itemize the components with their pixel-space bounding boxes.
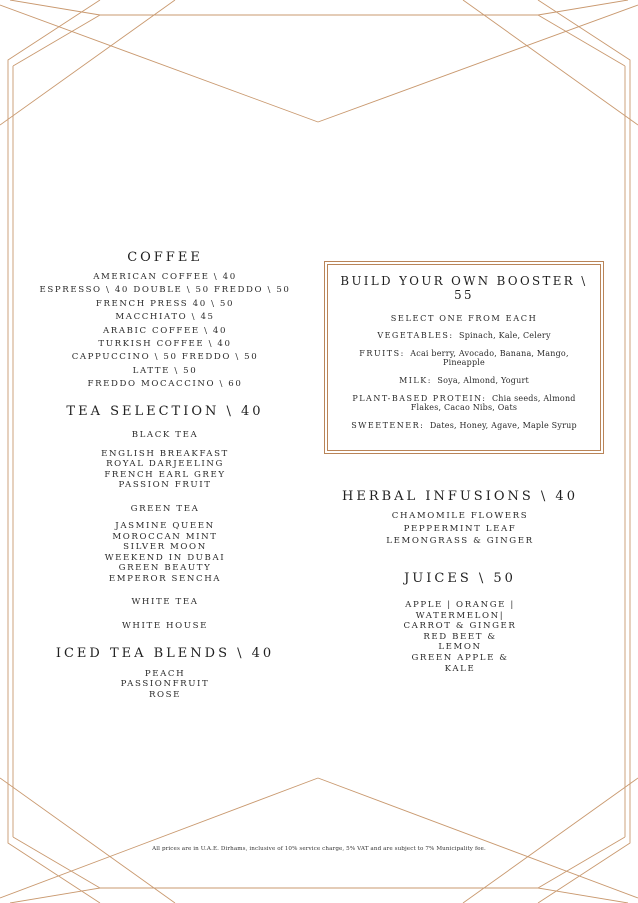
- coffee-item: FRENCH PRESS 40 \ 50: [95, 298, 235, 309]
- green-tea-label: GREEN TEA: [130, 504, 200, 515]
- tea-item: WEEKEND IN DUBAI: [104, 552, 226, 563]
- left-column: [30, 250, 300, 701]
- booster-box: [327, 264, 601, 451]
- iced-tea-list: [30, 669, 300, 701]
- coffee-item: MACCHIATO \ 45: [115, 312, 215, 323]
- iced-tea-heading: ICED TEA BLENDS \ 40: [55, 645, 275, 661]
- booster-row: [338, 349, 590, 368]
- tea-item: SILVER MOON: [123, 542, 207, 553]
- booster-row-value: Soya, Almond, Yogurt: [437, 375, 529, 385]
- tea-item: JASMINE QUEEN: [115, 521, 215, 532]
- coffee-item: ARABIC COFFEE \ 40: [102, 325, 228, 336]
- booster-row-value: Dates, Honey, Agave, Maple Syrup: [429, 420, 577, 430]
- booster-row-label: VEGETABLES:: [377, 331, 454, 341]
- iced-tea-item: ROSE: [148, 690, 182, 701]
- tea-item: GREEN BEAUTY: [118, 563, 212, 574]
- coffee-item: LATTE \ 50: [132, 365, 198, 376]
- iced-tea-item: PASSIONFRUIT: [120, 679, 210, 690]
- right-column: [322, 264, 598, 674]
- tea-heading: TEA SELECTION \ 40: [66, 403, 264, 419]
- juice-item: GREEN APPLE & KALE: [411, 652, 509, 674]
- tea-item: ROYAL DARJEELING: [106, 459, 224, 470]
- coffee-heading: COFFEE: [127, 250, 203, 265]
- booster-row: [338, 331, 590, 341]
- coffee-item: TURKISH COFFEE \ 40: [98, 339, 232, 350]
- black-tea-label: BLACK TEA: [131, 429, 199, 440]
- tea-item: EMPEROR SENCHA: [108, 574, 222, 584]
- coffee-item: CAPPUCCINO \ 50 FREDDO \ 50: [71, 352, 259, 363]
- coffee-item: AMERICAN COFFEE \ 40: [93, 272, 237, 282]
- herbal-item: PEPPERMINT LEAF: [403, 523, 517, 534]
- booster-row-label: FRUITS:: [359, 348, 405, 358]
- herbal-heading: HERBAL INFUSIONS \ 40: [342, 489, 578, 505]
- white-tea-item: WHITE HOUSE: [121, 620, 208, 631]
- booster-row: [338, 394, 590, 413]
- booster-row: [338, 376, 590, 386]
- herbal-list: [322, 510, 598, 547]
- herbal-item: LEMONGRASS & GINGER: [386, 535, 534, 546]
- booster-row-label: SWEETENER:: [351, 420, 425, 430]
- tea-item: MOROCCAN MINT: [112, 531, 218, 542]
- juice-item: CARROT & GINGER: [403, 621, 517, 632]
- booster-subtitle: SELECT ONE FROM EACH: [390, 313, 538, 323]
- tea-item: FRENCH EARL GREY: [104, 469, 226, 480]
- tea-item: ENGLISH BREAKFAST: [101, 448, 229, 459]
- coffee-item: ESPRESSO \ 40 DOUBLE \ 50 FREDDO \ 50: [39, 285, 291, 296]
- booster-row-label: MILK:: [399, 375, 432, 385]
- juice-item: RED BEET & LEMON: [423, 631, 497, 653]
- coffee-list: [30, 271, 300, 392]
- price-disclaimer: All prices are in U.A.E. Dirhams, inclusive of 10% service charge, 5% VAT and are subject to 7% Municipality fee.: [152, 846, 486, 852]
- booster-row-value: Spinach, Kale, Celery: [459, 331, 551, 341]
- green-tea-list: [30, 521, 300, 585]
- herbal-item: CHAMOMILE FLOWERS: [391, 511, 529, 522]
- tea-item: PASSION FRUIT: [118, 480, 212, 491]
- juices-list: [400, 600, 520, 674]
- coffee-item: FREDDO MOCACCINO \ 60: [87, 379, 243, 390]
- booster-row: [338, 421, 590, 431]
- white-tea-label: WHITE TEA: [131, 596, 199, 607]
- booster-row-value: Acai berry, Avocado, Banana, Mango, Pineapple: [410, 348, 569, 368]
- booster-heading: BUILD YOUR OWN BOOSTER \ 55: [340, 274, 588, 302]
- juices-heading: JUICES \ 50: [404, 570, 516, 586]
- iced-tea-item: PEACH: [144, 668, 186, 679]
- black-tea-list: [30, 449, 300, 491]
- booster-row-label: PLANT-BASED PROTEIN:: [352, 393, 487, 403]
- juice-item: APPLE | ORANGE | WATERMELON|: [405, 599, 515, 621]
- booster-row-value: Chia seeds, Almond Flakes, Cacao Nibs, Oats: [410, 393, 576, 413]
